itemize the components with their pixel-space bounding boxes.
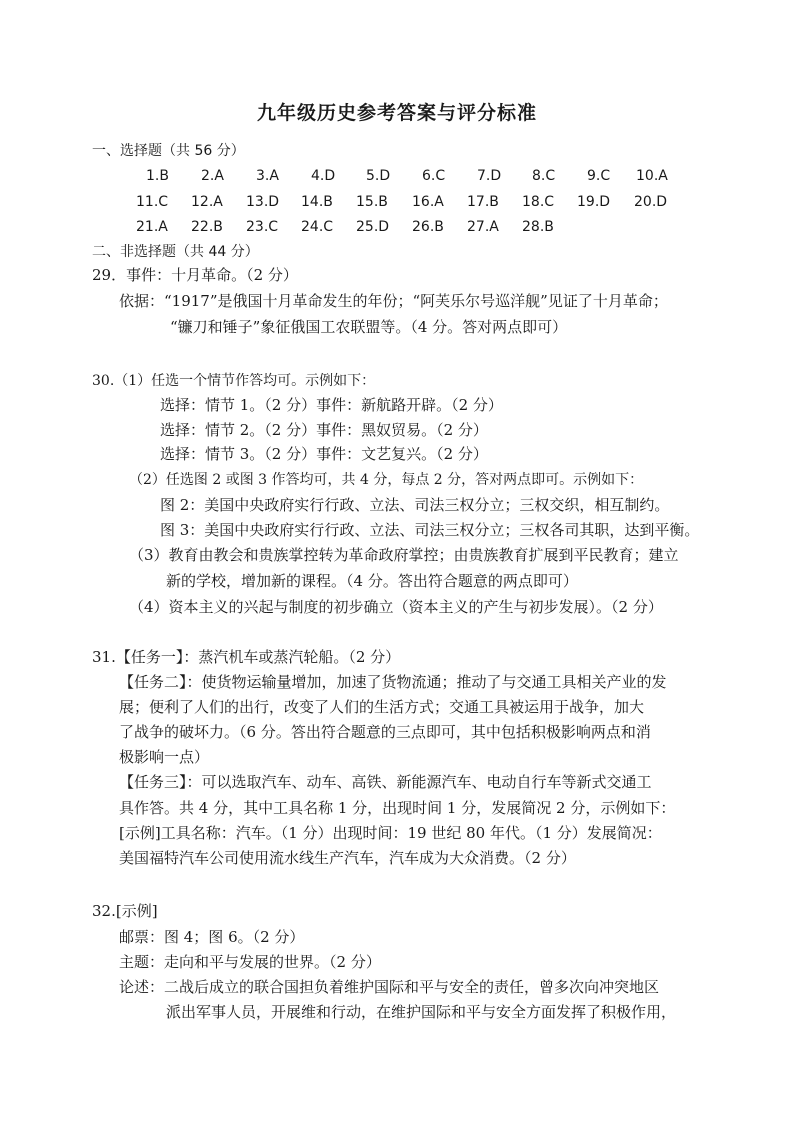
q29-event: 29．事件：十月革命。（2 分）: [92, 266, 298, 284]
q30-choice-2: 选择：情节 2。（2 分）事件：黑奴贸易。（2 分）: [160, 421, 488, 439]
q30-choice-3: 选择：情节 3。（2 分）事件：文艺复兴。（2 分）: [160, 445, 488, 463]
q29-basis: 依据：“1917”是俄国十月革命发生的年份；“阿芙乐尔号巡洋舰”见证了十月革命；: [119, 292, 668, 310]
answer-item: 26.B: [412, 219, 444, 235]
q31-task1: 31.【任务一】：蒸汽机车或蒸汽轮船。（2 分）: [92, 648, 401, 666]
q29-basis-cont: “镰刀和锤子”象征俄国工农联盟等。（4 分。答对两点即可）: [170, 318, 568, 336]
answer-item: 8.C: [532, 168, 556, 184]
q31-task2-cont3: 极影响一点）: [119, 748, 210, 766]
answer-item: 11.C: [136, 194, 169, 210]
answer-item: 4.D: [311, 168, 336, 184]
q30-part3: （3）教育由教会和贵族掌控转为革命政府掌控；由贵族教育扩展到平民教育；建立: [129, 546, 679, 564]
answer-item: 14.B: [301, 194, 333, 210]
q32-theme: 主题：走向和平与发展的世界。（2 分）: [119, 953, 381, 971]
q31-task3-example: [示例]工具名称：汽车。（1 分）出现时间：19 世纪 80 年代。（1 分）发展简况：: [119, 824, 662, 842]
q30-figure-3: 图 3：美国中央政府实行行政、立法、司法三权分立；三权各司其职，达到平衡。: [160, 521, 700, 539]
q32-argument: 论述：二战后成立的联合国担负着维护国际和平与安全的责任，曾多次向冲突地区: [119, 978, 660, 996]
answer-item: 6.C: [422, 168, 446, 184]
q32-example-label: 32.[示例]: [92, 902, 158, 920]
answer-item: 21.A: [136, 219, 168, 235]
section-heading-multiple-choice: 一、选择题（共 56 分）: [92, 143, 245, 159]
page-title: 九年级历史参考答案与评分标准: [256, 102, 537, 124]
answer-item: 1.B: [146, 168, 169, 184]
q31-task2-cont1: 展；便利了人们的出行，改变了人们的生活方式；交通工具被运用于战争，加大: [119, 698, 645, 716]
answer-item: 5.D: [366, 168, 391, 184]
answer-item: 22.B: [191, 219, 223, 235]
section-heading-open-questions: 二、非选择题（共 44 分）: [92, 244, 259, 260]
q32-stamps: 邮票：图 4；图 6。（2 分）: [119, 928, 305, 946]
answer-item: 17.B: [467, 194, 499, 210]
answer-item: 24.C: [301, 219, 334, 235]
answer-item: 25.D: [356, 219, 390, 235]
answer-item: 2.A: [201, 168, 224, 184]
answer-item: 16.A: [412, 194, 444, 210]
answer-item: 7.D: [477, 168, 502, 184]
answer-item: 23.C: [246, 219, 279, 235]
answer-item: 3.A: [256, 168, 279, 184]
answer-item: 19.D: [577, 194, 611, 210]
q30-figure-2: 图 2：美国中央政府实行行政、立法、司法三权分立；三权交织，相互制约。: [160, 496, 670, 514]
q30-part2-intro: （2）任选图 2 或图 3 作答均可，共 4 分，每点 2 分，答对两点即可。示例如下：: [129, 472, 644, 488]
q30-choice-1: 选择：情节 1。（2 分）事件：新航路开辟。（2 分）: [160, 396, 503, 414]
answer-item: 28.B: [522, 219, 554, 235]
answer-item: 10.A: [636, 168, 668, 184]
answer-item: 13.D: [246, 194, 280, 210]
q31-task3: 【任务三】：可以选取汽车、动车、高铁、新能源汽车、电动自行车等新式交通工: [119, 773, 652, 791]
answer-item: 12.A: [191, 194, 223, 210]
q31-task3-example-cont: 美国福特汽车公司使用流水线生产汽车，汽车成为大众消费。（2 分）: [119, 849, 576, 867]
answer-item: 20.D: [634, 194, 668, 210]
answer-item: 9.C: [587, 168, 611, 184]
q30-part3-cont: 新的学校，增加新的课程。（4 分。答出符合题意的两点即可）: [166, 572, 578, 590]
q30-part4: （4）资本主义的兴起与制度的初步确立（资本主义的产生与初步发展）。（2 分）: [129, 598, 663, 616]
q30-part1-intro: 30.（1）任选一个情节作答均可。示例如下：: [92, 373, 376, 389]
answer-item: 15.B: [356, 194, 388, 210]
q31-task2: 【任务二】：使货物运输量增加，加速了货物流通；推动了与交通工具相关产业的发: [119, 673, 667, 691]
answer-item: 27.A: [467, 219, 499, 235]
q31-task2-cont2: 了战争的破坏力。（6 分。答出符合题意的三点即可，其中包括积极影响两点和消: [119, 723, 651, 741]
q31-task3-cont1: 具作答。共 4 分，其中工具名称 1 分，出现时间 1 分，发展简况 2 分，示例如下：: [119, 799, 676, 817]
answer-item: 18.C: [522, 194, 555, 210]
q32-argument-cont: 派出军事人员，开展维和行动，在维护国际和平与安全方面发挥了积极作用，: [166, 1003, 677, 1021]
